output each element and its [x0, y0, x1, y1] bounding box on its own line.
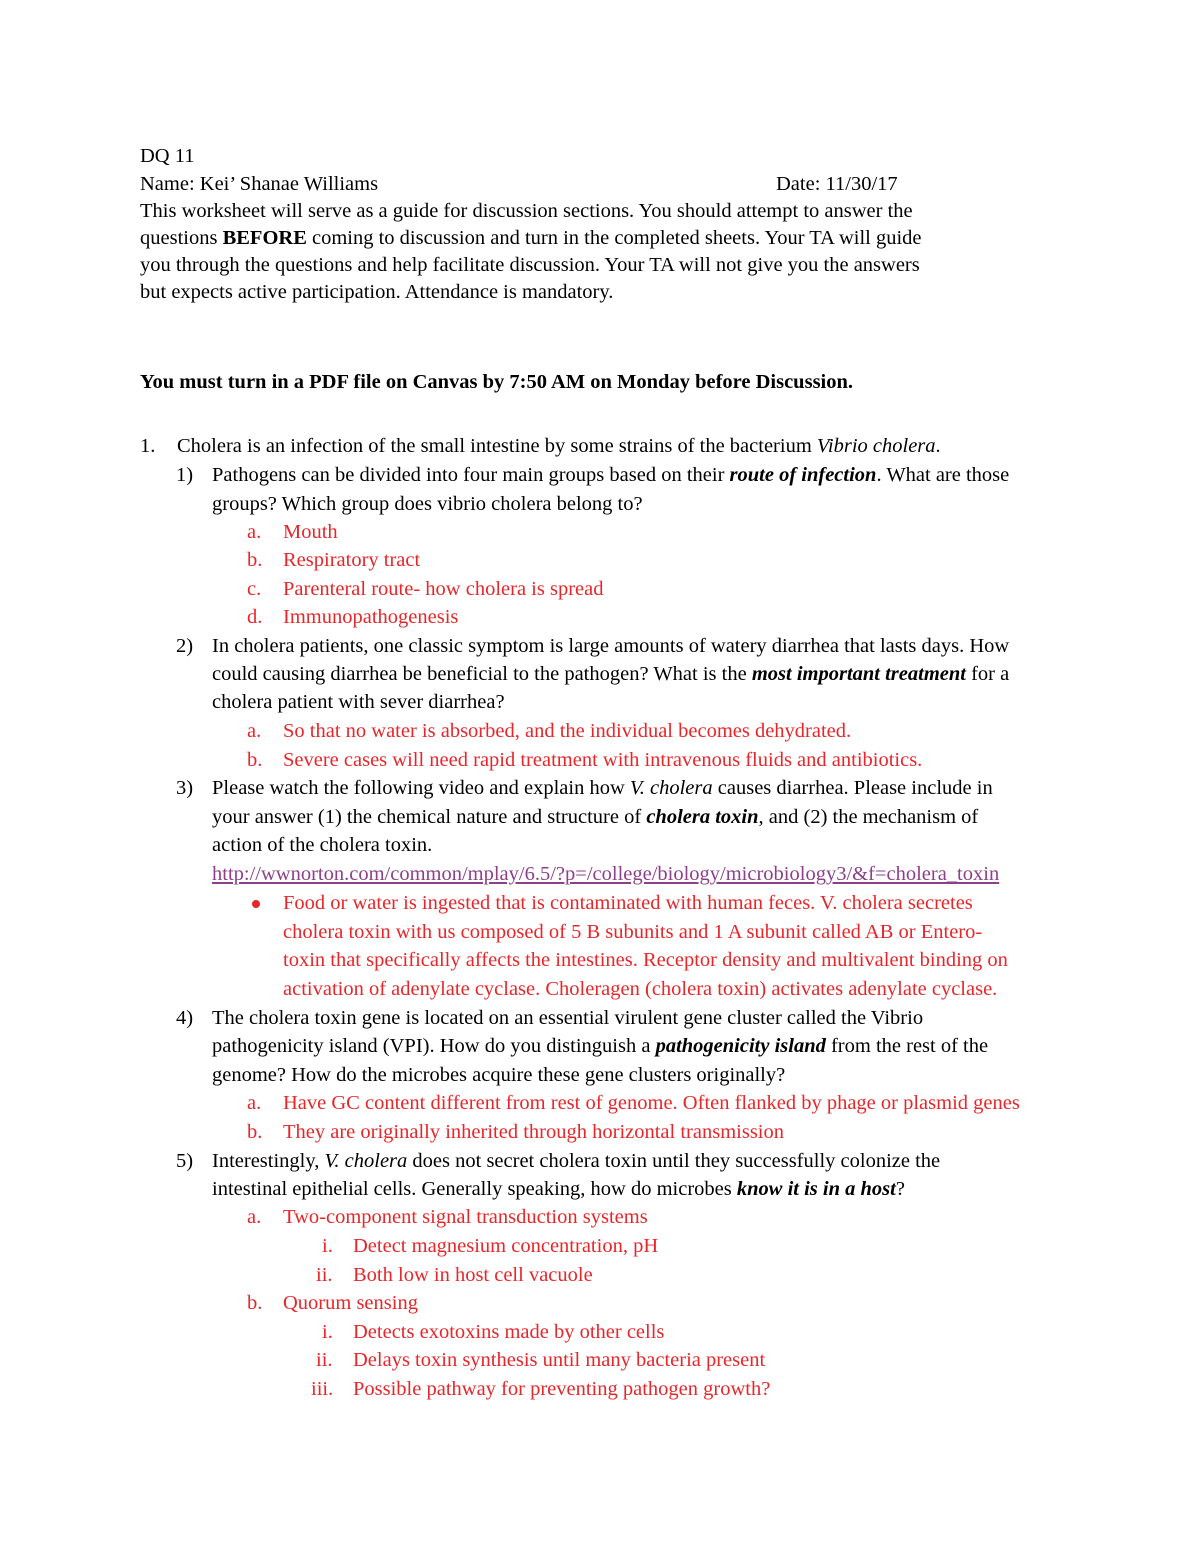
answer-text: Delays toxin synthesis until many bacteria present — [353, 1349, 766, 1371]
answer-marker: a. — [247, 521, 262, 543]
subquestion-text: Please watch the following video and explain how V. cholera causes diarrhea. Please include in — [212, 777, 993, 799]
doc-date: Date: 11/30/17 — [776, 173, 898, 195]
answer-text: cholera toxin with us composed of 5 B subunits and 1 A subunit called AB or Entero- — [283, 921, 983, 943]
intro-line: This worksheet will serve as a guide for discussion sections. You should attempt to answer the — [140, 200, 913, 222]
answer-marker: d. — [247, 606, 263, 628]
question-number: 1. — [140, 435, 156, 457]
answer-marker: b. — [247, 1121, 263, 1143]
answer-text: They are originally inherited through horizontal transmission — [283, 1121, 784, 1143]
answer-marker: c. — [247, 578, 262, 600]
answer-marker: iii. — [311, 1378, 334, 1400]
subquestion-number: 1) — [176, 464, 194, 486]
answer-text: Detect magnesium concentration, pH — [353, 1235, 659, 1257]
video-link[interactable]: http://wwnorton.com/common/mplay/6.5/?p=/college/biology/microbiology3/&f=cholera_toxin — [212, 863, 1000, 885]
subquestion-text: Interestingly, V. cholera does not secret cholera toxin until they successfully colonize the — [212, 1150, 941, 1172]
answer-marker: b. — [247, 549, 263, 571]
subquestion-text: The cholera toxin gene is located on an essential virulent gene cluster called the Vibrio — [212, 1007, 924, 1029]
subquestion-text: intestinal epithelial cells. Generally speaking, how do microbes know it is in a host? — [212, 1178, 905, 1200]
answer-text: Respiratory tract — [283, 549, 421, 571]
answer-marker: a. — [247, 720, 262, 742]
intro-line: but expects active participation. Attendance is mandatory. — [140, 281, 614, 303]
subquestion-text: In cholera patients, one classic symptom is large amounts of watery diarrhea that lasts days. How — [212, 635, 1010, 657]
answer-text: Possible pathway for preventing pathogen growth? — [353, 1378, 771, 1400]
subquestion-text: groups? Which group does vibrio cholera belong to? — [212, 493, 643, 515]
intro-line: you through the questions and help facilitate discussion. Your TA will not give you the answers — [140, 254, 920, 276]
subquestion-text: your answer (1) the chemical nature and structure of cholera toxin, and (2) the mechanism of — [212, 806, 979, 828]
answer-text: activation of adenylate cyclase. Choleragen (cholera toxin) activates adenylate cyclase. — [283, 978, 998, 1000]
subquestion-text: pathogenicity island (VPI). How do you distinguish a pathogenicity island from the rest of the — [212, 1035, 989, 1057]
subquestion-text: action of the cholera toxin. — [212, 834, 433, 856]
answer-text: Detects exotoxins made by other cells — [353, 1321, 665, 1343]
question-text: Cholera is an infection of the small intestine by some strains of the bacterium Vibrio cholera. — [177, 435, 941, 457]
answer-marker: b. — [247, 1292, 263, 1314]
subquestion-text: genome? How do the microbes acquire these gene clusters originally? — [212, 1064, 786, 1086]
student-name: Name: Kei’ Shanae Williams — [140, 173, 379, 195]
subquestion-number: 2) — [176, 635, 194, 657]
answer-text: Both low in host cell vacuole — [353, 1264, 593, 1286]
answer-text: Two-component signal transduction systems — [283, 1206, 648, 1228]
subquestion-text: could causing diarrhea be beneficial to the pathogen? What is the most important treatment for a — [212, 663, 1010, 685]
answer-text: Have GC content different from rest of genome. Often flanked by phage or plasmid genes — [283, 1092, 1020, 1114]
answer-marker: i. — [322, 1235, 333, 1257]
answer-marker: ii. — [316, 1264, 333, 1286]
bullet-icon — [252, 900, 260, 908]
answer-text: Mouth — [283, 521, 338, 543]
answer-marker: b. — [247, 749, 263, 771]
doc-title: DQ 11 — [140, 145, 195, 167]
answer-text: So that no water is absorbed, and the individual becomes dehydrated. — [283, 720, 852, 742]
subquestion-number: 5) — [176, 1150, 194, 1172]
answer-text: Food or water is ingested that is contaminated with human feces. V. cholera secretes — [283, 892, 973, 914]
answer-marker: a. — [247, 1206, 262, 1228]
answer-text: Severe cases will need rapid treatment with intravenous fluids and antibiotics. — [283, 749, 923, 771]
subquestion-number: 4) — [176, 1007, 194, 1029]
answer-marker: a. — [247, 1092, 262, 1114]
answer-text: Parenteral route- how cholera is spread — [283, 578, 604, 600]
answer-text: Quorum sensing — [283, 1292, 418, 1314]
answer-text: Immunopathogenesis — [283, 606, 459, 628]
answer-marker: i. — [322, 1321, 333, 1343]
answer-text: toxin that specifically affects the intestines. Receptor density and multivalent binding on — [283, 949, 1008, 971]
intro-line: questions BEFORE coming to discussion and turn in the completed sheets. Your TA will guide — [140, 227, 922, 249]
subquestion-text: cholera patient with sever diarrhea? — [212, 691, 505, 713]
submission-notice: You must turn in a PDF file on Canvas by 7:50 AM on Monday before Discussion. — [140, 371, 854, 393]
answer-marker: ii. — [316, 1349, 333, 1371]
subquestion-number: 3) — [176, 777, 194, 799]
subquestion-text: Pathogens can be divided into four main groups based on their route of infection. What are those — [212, 464, 1010, 486]
